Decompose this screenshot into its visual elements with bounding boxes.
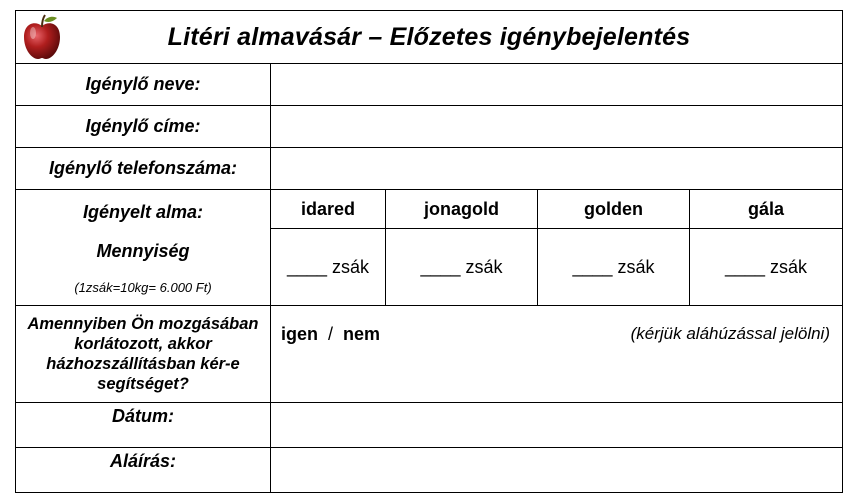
delivery-answer-cell [271, 306, 843, 403]
signature-label: Aláírás: [16, 448, 271, 493]
phone-label: Igénylő telefonszáma: [16, 148, 271, 190]
form-title: Litéri almavásár – Előzetes igénybejelentés [167, 22, 691, 51]
form-header [16, 11, 843, 64]
quantity-golden[interactable]: ____ zsák [538, 229, 690, 306]
price-note: (1zsák=10kg= 6.000 Ft) [74, 280, 212, 295]
quantity-jonagold[interactable]: ____ zsák [386, 229, 538, 306]
date-label: Dátum: [16, 403, 271, 448]
yes-no-options [281, 324, 380, 345]
address-field[interactable] [271, 106, 843, 148]
signature-field[interactable] [271, 448, 843, 493]
quantity-idared[interactable]: ____ zsák [271, 229, 386, 306]
variety-idared: idared [271, 190, 386, 229]
apple-request-label-cell [16, 190, 271, 306]
request-form [15, 10, 843, 493]
address-label: Igénylő címe: [16, 106, 271, 148]
variety-golden: golden [538, 190, 690, 229]
option-yes[interactable]: igen [281, 324, 319, 344]
option-no[interactable]: nem [343, 324, 381, 344]
variety-gala: gála [690, 190, 843, 229]
quantity-label: Mennyiség [96, 241, 190, 261]
requested-apple-label: Igényelt alma: [82, 202, 204, 222]
option-separator: / [328, 324, 334, 344]
apple-icon [22, 13, 62, 61]
name-label: Igénylő neve: [16, 64, 271, 106]
variety-jonagold: jonagold [386, 190, 538, 229]
name-field[interactable] [271, 64, 843, 106]
underline-hint: (kérjük aláhúzással jelölni) [630, 324, 830, 343]
quantity-gala[interactable]: ____ zsák [690, 229, 843, 306]
date-field[interactable] [271, 403, 843, 448]
phone-field[interactable] [271, 148, 843, 190]
delivery-question: Amennyiben Ön mozgásában korlátozott, akkor házhozszállításban kér-e segítséget? [16, 306, 271, 403]
